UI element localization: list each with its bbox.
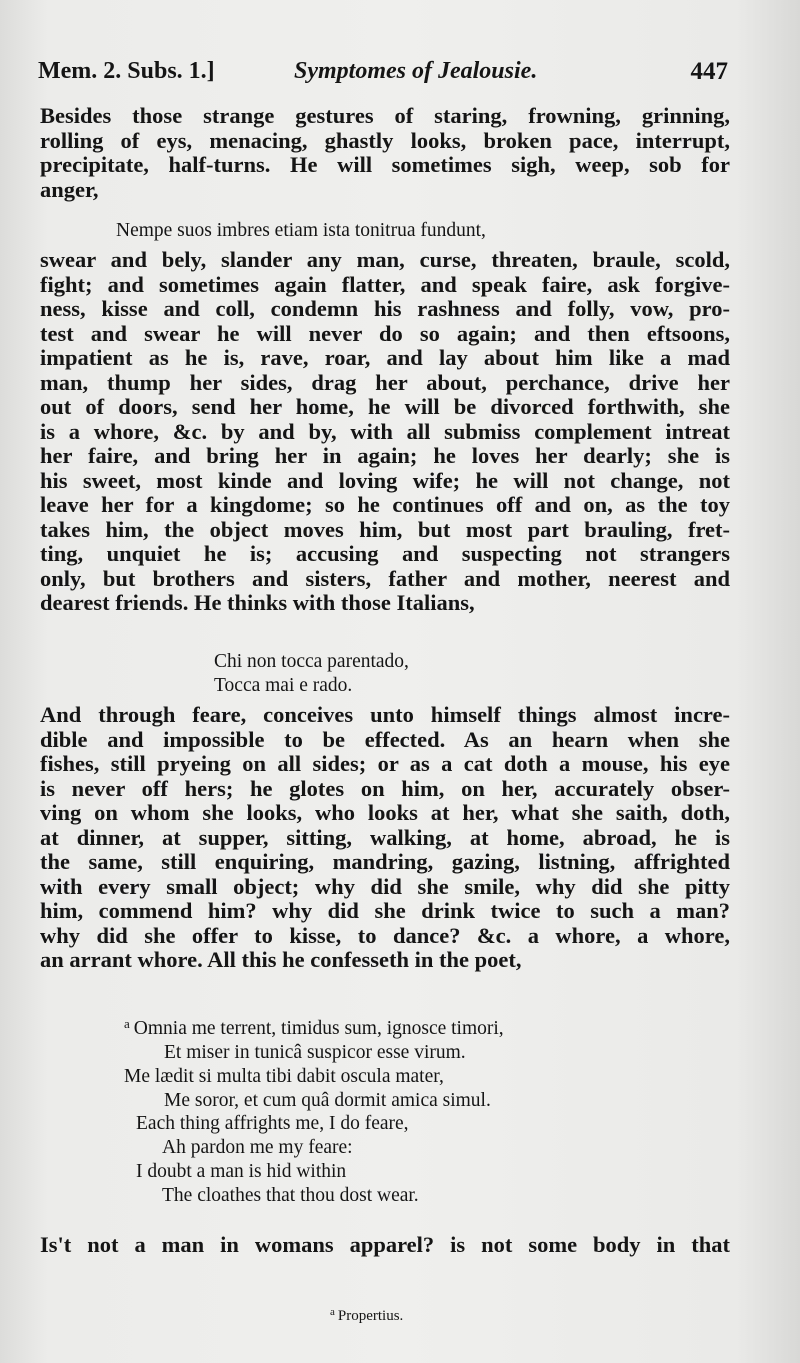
text-line: ting, unquiet he is; accusing and suspecting not strangers	[40, 541, 730, 566]
text-line: precipitate, half-turns. He will sometimes sigh, weep, sob for	[40, 152, 730, 177]
text-line: And through feare, conceives unto himself things almost incre-	[40, 702, 730, 727]
text-line: out of doors, send her home, he will be divorced forthwith, she	[40, 394, 730, 419]
footnote-text: Propertius.	[337, 1308, 404, 1324]
text-line: his sweet, most kinde and loving wife; he will not change, not	[40, 467, 730, 493]
verse-line: The cloathes that thou dost wear.	[162, 1185, 419, 1206]
running-header	[38, 52, 728, 92]
text-line: ness, kisse and coll, condemn his rashness and folly, vow, pro-	[40, 296, 730, 321]
header-title: Symptomes of Jealousie.	[294, 58, 538, 84]
verse-line: Tocca mai e rado.	[214, 675, 353, 696]
header-section: Mem. 2. Subs. 1.]	[38, 58, 215, 84]
footnote	[330, 1306, 403, 1325]
text-line: Besides those strange gestures of staring, frowning, grinning,	[40, 103, 730, 128]
text-line: ving on whom she looks, who looks at her, what she saith, doth,	[40, 800, 730, 825]
paragraph-2	[40, 248, 730, 616]
paragraph-1	[40, 104, 730, 202]
text-line: why did she offer to kisse, to dance? &c. a whore, a whore,	[40, 922, 730, 948]
text-line: anger,	[40, 176, 99, 202]
footnote-marker: a	[124, 1016, 130, 1031]
text-line: test and swear he will never do so again; and then eftsoons,	[40, 320, 730, 346]
paragraph-4	[40, 1233, 730, 1258]
text-line: dible and impossible to be effected. As an hearn when she	[40, 726, 730, 752]
verse-line: Me lædit si multa tibi dabit oscula mater,	[124, 1066, 444, 1087]
text-line: leave her for a kingdome; so he continues off and on, as the toy	[40, 492, 730, 517]
text-line: only, but brothers and sisters, father and mother, neerest and	[40, 565, 730, 591]
text-line: fight; and sometimes again flatter, and speak faire, ask forgive-	[40, 271, 730, 297]
text-line: takes him, the object moves him, but most part brauling, fret-	[40, 516, 730, 542]
text-line: is never off hers; he glotes on him, on her, accurately obser-	[40, 775, 730, 801]
verse-line: Et miser in tunicâ suspicor esse virum.	[164, 1042, 466, 1063]
text-line: Is't not a man in womans apparel? is not some body in that	[40, 1232, 730, 1257]
verse-line: Nempe suos imbres etiam ista tonitrua fundunt,	[116, 220, 486, 241]
text-line: man, thump her sides, drag her about, perchance, drive her	[40, 369, 730, 395]
text-line: dearest friends. He thinks with those Italians,	[40, 590, 475, 615]
latin-verse-1	[116, 219, 486, 243]
footnote-marker: a	[330, 1306, 335, 1318]
text-line: rolling of eys, menacing, ghastly looks, broken pace, interrupt,	[40, 127, 730, 153]
verse-line: I doubt a man is hid within	[136, 1161, 347, 1182]
text-line: the same, still enquiring, mandring, gazing, listning, affrighted	[40, 849, 730, 874]
verse-line: Me soror, et cum quâ dormit amica simul.	[164, 1090, 491, 1111]
verse-text: Omnia me terrent, timidus sum, ignosce timori,	[133, 1018, 504, 1039]
verse-line	[124, 1012, 504, 1041]
text-line: impatient as he is, rave, roar, and lay about him like a mad	[40, 345, 730, 370]
text-line: is a whore, &c. by and by, with all submiss complement intreat	[40, 418, 730, 444]
italian-verse	[214, 650, 409, 698]
text-line: at dinner, at supper, sitting, walking, at home, abroad, he is	[40, 824, 730, 850]
verse-line: Chi non tocca parentado,	[214, 651, 409, 672]
text-line: swear and bely, slander any man, curse, threaten, braule, scold,	[40, 247, 730, 272]
paragraph-3	[40, 703, 730, 973]
text-line: fishes, still pryeing on all sides; or as a cat doth a mouse, his eye	[40, 751, 730, 776]
text-line: him, commend him? why did she drink twice to such a man?	[40, 898, 730, 923]
verse-line: Each thing affrights me, I do feare,	[136, 1113, 409, 1134]
english-verse	[136, 1112, 419, 1208]
latin-verse-2	[124, 1012, 504, 1113]
verse-line: Ah pardon me my feare:	[162, 1137, 353, 1158]
text-line: with every small object; why did she smile, why did she pitty	[40, 873, 730, 899]
text-line: an arrant whore. All this he confesseth in the poet,	[40, 947, 522, 972]
text-line: her faire, and bring her in again; he loves her dearly; she is	[40, 443, 730, 468]
page-number: 447	[690, 58, 728, 85]
